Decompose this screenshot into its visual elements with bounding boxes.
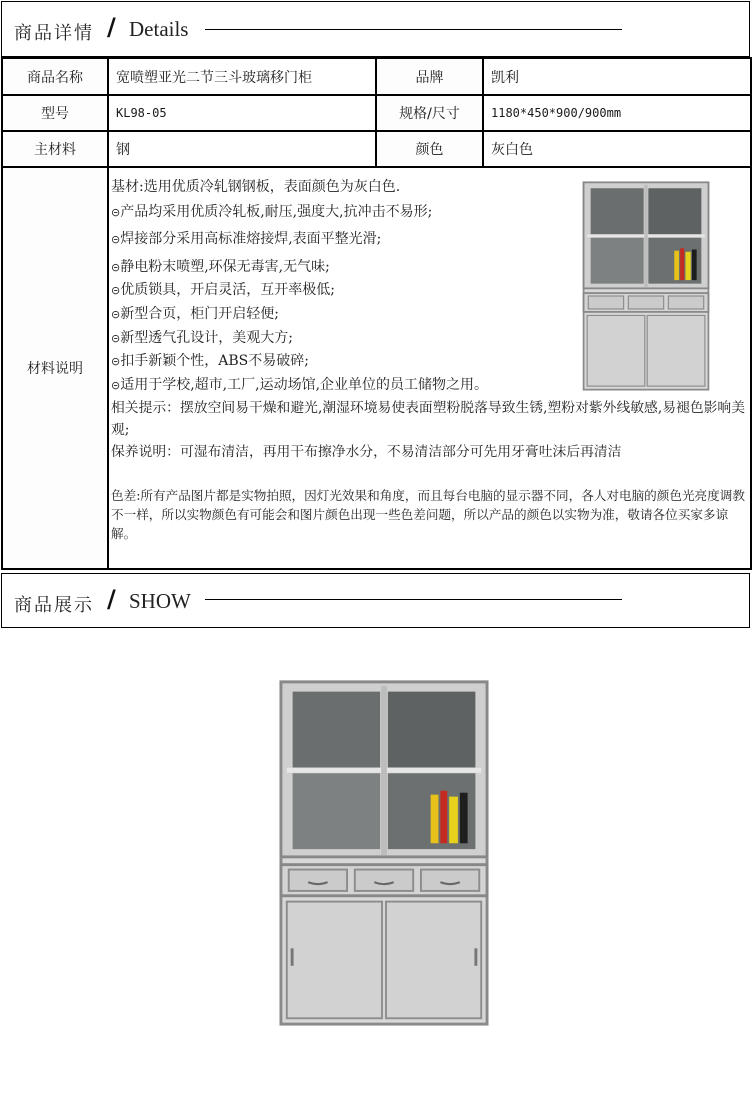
name-label: 商品名称 [2,58,108,95]
material-label: 主材料 [2,131,108,167]
cabinet-thumbnail-image [581,180,711,392]
bullet-icon: ⊝ [111,307,121,321]
feature-line: ⊝焊接部分采用高标准熔接焊,表面平整光滑; [111,231,382,248]
bullet-icon: ⊝ [111,284,121,298]
details-header-rule [205,29,622,30]
brand-value: 凯利 [483,58,751,95]
size-label: 规格/尺寸 [376,95,483,131]
model-label: 型号 [2,95,108,131]
feature-line: ⊝适用于学校,超市,工厂,运动场馆,企业单位的员工储物之用。 [111,376,489,393]
model-value: KL98-05 [108,95,376,131]
bullet-icon: ⊝ [111,355,121,369]
care-text: 保养说明：可湿布清洁，再用干布擦净水分，不易清洁部分可先用牙膏吐沫后再清洁 [111,444,622,461]
details-title-slash: / [107,13,116,41]
color-value: 灰白色 [483,131,751,167]
brand-label: 品牌 [376,58,483,95]
feature-line: ⊝扣手新颖个性，ABS不易破碎; [111,353,309,370]
size-value: 1180*450*900/900mm [483,95,751,131]
details-title-cn: 商品详情 [14,23,94,44]
show-title-cn: 商品展示 [14,595,94,616]
details-header [1,1,750,57]
tip-text: 相关提示：摆放空间易干燥和避光,潮湿环境易使表面塑粉脱落导致生锈,塑粉对紫外线敏感,易褪色影响美观; [111,400,746,439]
show-title-en: SHOW [129,589,191,613]
show-title-slash: / [107,585,116,613]
cabinet-product-image [274,678,494,1028]
color-label: 颜色 [376,131,483,167]
feature-line: ⊝新型合页，柜门开启轻便; [111,305,279,322]
desc-label: 材料说明 [2,167,108,569]
spec-table [1,57,752,570]
bullet-icon: ⊝ [111,233,121,247]
show-header [1,573,750,628]
table-row [2,95,751,131]
bullet-icon: ⊝ [111,260,121,274]
details-title-en: Details [129,17,189,41]
table-row [2,167,751,569]
bullet-icon: ⊝ [111,205,121,219]
feature-line: ⊝静电粉末喷塑,环保无毒害,无气味; [111,258,330,275]
color-difference-note: 色差:所有产品图片都是实物拍照，因灯光效果和角度，而且每台电脑的显示器不同，各人对电脑的颜色光亮度调教不一样，所以实物颜色有可能会和图片颜色出现一些色差问题，所以产品的颜色以实物为准，敬请各位买家多谅解。 [111,488,745,541]
show-header-rule [205,599,622,600]
feature-line: ⊝新型透气孔设计，美观大方; [111,329,293,346]
desc-cell [108,167,751,569]
base-material-line: 基材:选用优质冷轧钢钢板，表面颜色为灰白色. [111,179,401,195]
table-row [2,131,751,167]
bullet-icon: ⊝ [111,331,121,345]
material-value: 钢 [108,131,376,167]
feature-line: ⊝优质锁具，开启灵活，互开率极低; [111,282,335,299]
bullet-icon: ⊝ [111,378,121,392]
table-row [2,58,751,95]
name-value: 宽喷塑亚光二节三斗玻璃移门柜 [108,58,376,95]
feature-line: ⊝产品均采用优质冷轧板,耐压,强度大,抗冲击不易形; [111,203,433,220]
